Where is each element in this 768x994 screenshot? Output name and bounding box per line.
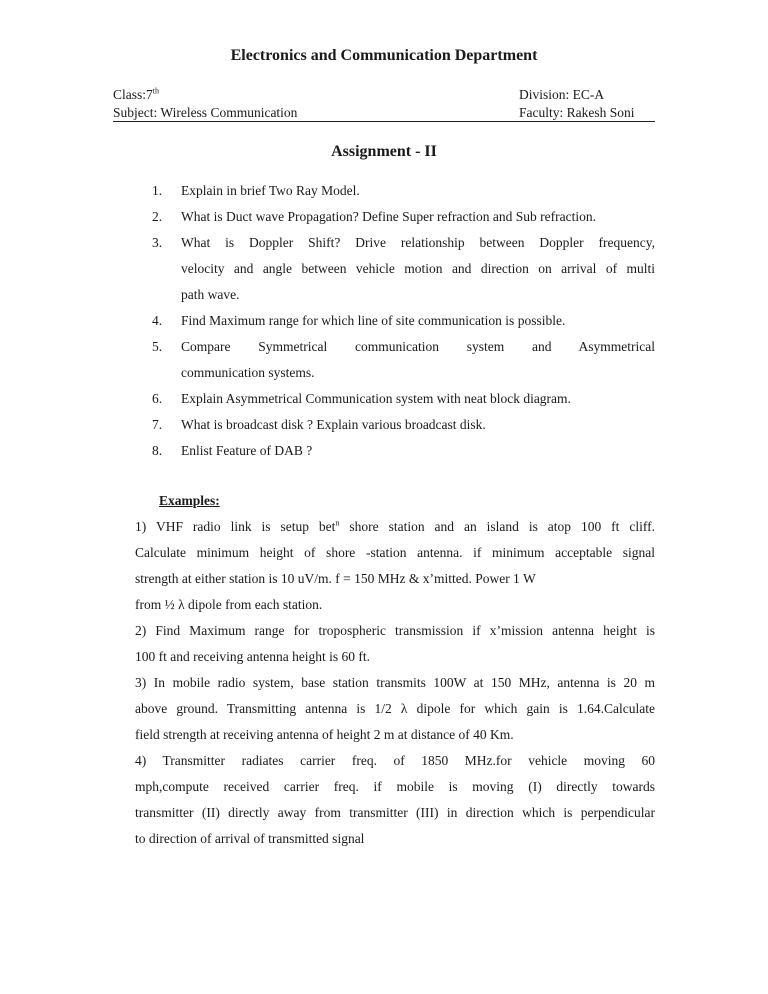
question-text: path wave.	[181, 287, 240, 302]
examples-block	[135, 514, 655, 852]
example-4-line: transmitter (II) directly away from transmitter (III) in direction which is perpendicular	[135, 805, 655, 820]
example-1-line: Calculate minimum height of shore -station antenna. if minimum acceptable signal	[135, 545, 655, 560]
example-2-line: 2) Find Maximum range for tropospheric transmission if x’mission antenna height is	[135, 623, 655, 638]
faculty-label: Faculty: Rakesh Soni	[519, 105, 635, 120]
example-1-line: strength at either station is 10 uV/m. f = 150 MHz & x’mitted. Power 1 W	[135, 571, 536, 586]
question-item	[152, 438, 655, 464]
example-4-line: 4) Transmitter radiates carrier freq. of 1850 MHz.for vehicle moving 60	[135, 753, 655, 768]
question-text: velocity and angle between vehicle motion and direction on arrival of multi	[181, 261, 655, 276]
question-text: Enlist Feature of DAB ?	[181, 443, 313, 458]
info-row-subject	[113, 104, 655, 122]
info-row-class	[113, 86, 655, 104]
question-text: Find Maximum range for which line of site communication is possible.	[181, 313, 566, 328]
question-text: What is Duct wave Propagation? Define Super refraction and Sub refraction.	[181, 209, 596, 224]
subject-label: Subject: Wireless Communication	[113, 105, 298, 120]
example-1-line: from ½ λ dipole from each station.	[135, 597, 323, 612]
question-text: communication systems.	[181, 365, 315, 380]
question-text: Explain Asymmetrical Communication system with neat block diagram.	[181, 391, 571, 406]
question-text: What is Doppler Shift? Drive relationship between Doppler frequency,	[181, 235, 655, 250]
question-number: 8.	[152, 443, 163, 458]
header-divider	[113, 121, 655, 122]
question-text: What is broadcast disk ? Explain various broadcast disk.	[181, 417, 486, 432]
question-number: 3.	[152, 235, 163, 250]
question-list	[152, 178, 655, 464]
example-1-line: 1) VHF radio link is setup bet$^n$ shore station and an island is atop 100 ft cliff.	[135, 518, 655, 534]
question-item	[152, 204, 655, 230]
question-text: Compare Symmetrical communication system and Asymmetrical	[181, 339, 655, 354]
example-3-line: field strength at receiving antenna of height 2 m at distance of 40 Km.	[135, 727, 514, 742]
example-3-line: 3) In mobile radio system, base station transmits 100W at 150 MHz, antenna is 20 m	[135, 675, 655, 690]
assignment-title: Assignment - II	[331, 143, 437, 160]
example-3-line: above ground. Transmitting antenna is 1/2 λ dipole for which gain is 1.64.Calculate	[135, 701, 655, 716]
examples-heading: Examples:	[159, 493, 220, 508]
class-label: Class:7th	[113, 86, 159, 102]
question-item	[152, 334, 655, 386]
division-label: Division: EC-A	[519, 87, 605, 102]
example-4-line: to direction of arrival of transmitted signal	[135, 831, 365, 846]
question-number: 1.	[152, 183, 163, 198]
question-number: 6.	[152, 391, 163, 406]
question-item	[152, 178, 655, 204]
question-item	[152, 308, 655, 334]
question-item	[152, 412, 655, 438]
question-item	[152, 386, 655, 412]
question-number: 2.	[152, 209, 163, 224]
example-2-line: 100 ft and receiving antenna height is 60 ft.	[135, 649, 371, 664]
question-item	[152, 230, 655, 308]
question-number: 7.	[152, 417, 163, 432]
question-text: Explain in brief Two Ray Model.	[181, 183, 360, 198]
question-number: 4.	[152, 313, 163, 328]
department-title: Electronics and Communication Department	[230, 47, 538, 64]
question-number: 5.	[152, 339, 163, 354]
example-4-line: mph,compute received carrier freq. if mobile is moving (I) directly towards	[135, 779, 655, 794]
